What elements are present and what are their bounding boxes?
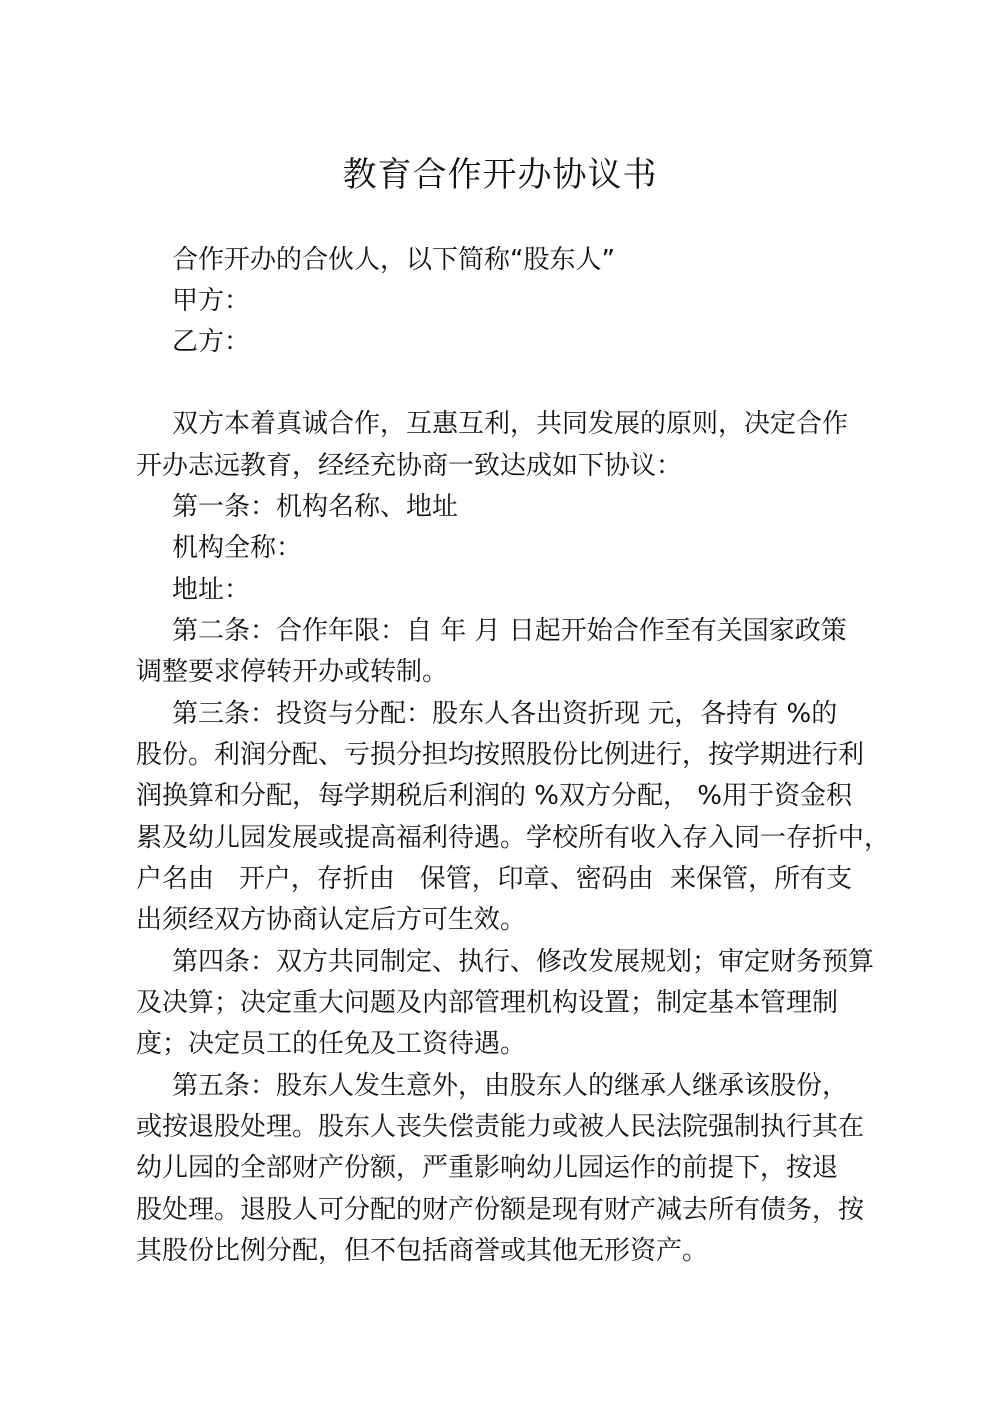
- article-2-line-2: 调整要求停转开办或转制。: [136, 657, 449, 687]
- article-3-line-2: 股份。利润分配、亏损分担均按照股份比例进行，按学期进行利: [136, 740, 865, 770]
- address-label: 地址：: [172, 575, 251, 605]
- article-4-line-1: 第四条：双方共同制定、执行、修改发展规划；审定财务预算: [172, 947, 875, 977]
- article-3-line-1: 第三条：投资与分配：股东人各出资折现 元，各持有 %的: [172, 699, 838, 729]
- article-5-line-4: 股处理。退股人可分配的财产份额是现有财产减去所有债务，按: [136, 1195, 865, 1225]
- article-2-line-1: 第二条：合作年限：自 年 月 日起开始合作至有关国家政策: [172, 616, 847, 646]
- party-a-label: 甲方：: [172, 286, 251, 316]
- article-5-line-5: 其股份比例分配，但不包括商誉或其他无形资产。: [136, 1236, 709, 1266]
- article-1-heading: 第一条：机构名称、地址: [172, 492, 459, 522]
- article-5-line-3: 幼儿园的全部财产份额，严重影响幼儿园运作的前提下，按退: [136, 1153, 839, 1183]
- party-b-label: 乙方：: [172, 327, 251, 357]
- article-3-line-4: 累及幼儿园发展或提高福利待遇。学校所有收入存入同一存折中，: [136, 823, 891, 853]
- article-5-line-1: 第五条：股东人发生意外，由股东人的继承人继承该股份，: [172, 1071, 849, 1101]
- preamble-line-1: 双方本着真诚合作，互惠互利，共同发展的原则，决定合作: [172, 409, 849, 439]
- article-4-line-3: 度；决定员工的任免及工资待遇。: [136, 1029, 527, 1059]
- party-intro: 合作开办的合伙人，以下简称“股东人”: [172, 245, 615, 275]
- preamble-line-2: 开办志远教育，经经充协商一致达成如下协议：: [136, 451, 683, 481]
- article-4-line-2: 及决算；决定重大问题及内部管理机构设置；制定基本管理制: [136, 988, 839, 1018]
- article-3-line-6: 出须经双方协商认定后方可生效。: [136, 905, 527, 935]
- institution-name-label: 机构全称：: [172, 533, 303, 563]
- document-title: 教育合作开办协议书: [342, 155, 658, 195]
- article-3-line-5: 户名由 开户，存折由 保管，印章、密码由 来保管，所有支: [136, 864, 853, 894]
- article-3-line-3: 润换算和分配，每学期税后利润的 %双方分配， %用于资金积: [136, 781, 852, 811]
- article-5-line-2: 或按退股处理。股东人丧失偿责能力或被人民法院强制执行其在: [136, 1112, 865, 1142]
